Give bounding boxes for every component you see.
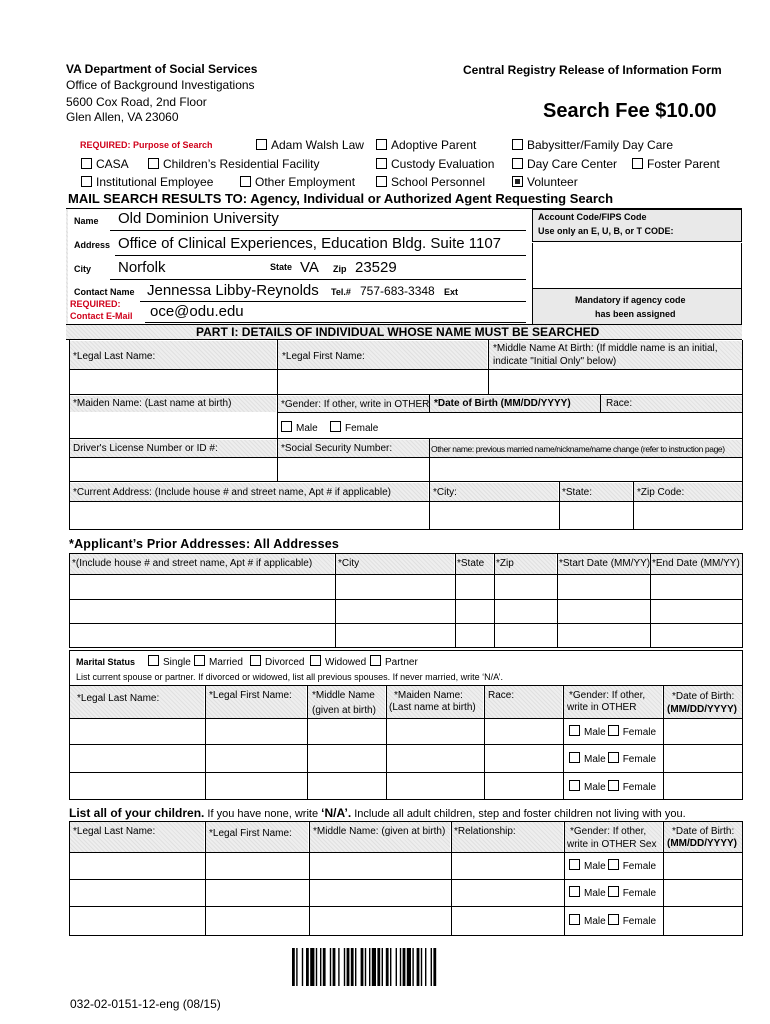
ssn-label: *Social Security Number: xyxy=(281,443,393,454)
barcode-bar xyxy=(433,948,436,986)
checkbox[interactable] xyxy=(608,886,619,897)
option-label: Babysitter/Family Day Care xyxy=(527,138,674,152)
spouse-first-name-col: *Legal First Name: xyxy=(209,690,292,701)
email-required: REQUIRED: xyxy=(70,299,121,309)
male-label: Male xyxy=(584,782,606,793)
female-label: Female xyxy=(345,423,379,434)
purpose-required-label: REQUIRED: Purpose of Search xyxy=(80,140,213,150)
gender-female[interactable] xyxy=(330,421,378,434)
female-label: Female xyxy=(622,861,657,872)
current-address-label: *Current Address: (Include house # and street name, Apt # if applicable) xyxy=(73,487,391,498)
zip-field[interactable]: 23529 xyxy=(355,259,397,276)
office-name: Office of Background Investigations xyxy=(66,78,255,92)
dept-name: VA Department of Social Services xyxy=(66,62,258,76)
state-field[interactable]: VA xyxy=(300,259,319,276)
spouse-maiden-col-1: *Maiden Name: xyxy=(394,690,463,701)
spouse-race-col: Race: xyxy=(488,690,515,701)
other-name-label: Other name: previous married name/nickname/name change (refer to instruction page) xyxy=(431,444,725,454)
barcode-bar xyxy=(330,948,331,986)
checkbox[interactable] xyxy=(148,158,159,169)
prior-address-col: *(Include house # and street name, Apt # if applicable) xyxy=(72,558,313,569)
female-label: Female xyxy=(622,727,657,738)
purpose-other-employment[interactable] xyxy=(240,175,355,189)
account-code-box[interactable] xyxy=(532,209,742,242)
purpose-childrens-residential[interactable] xyxy=(148,157,320,171)
option-label: Day Care Center xyxy=(527,157,618,171)
barcode-bar xyxy=(306,948,309,986)
child-gender-col-1: *Gender: If other, xyxy=(570,826,647,837)
prior-city-col: *City xyxy=(338,558,360,569)
mandatory-note xyxy=(532,288,742,325)
marital-instructions: List current spouse or partner. If divorced or widowed, list all previous spouses. If never married, write ‘N/A’. xyxy=(76,672,504,682)
email-field[interactable]: oce@odu.edu xyxy=(150,303,244,320)
gender-label: *Gender: If other, write in OTHER xyxy=(281,399,430,410)
checkbox[interactable] xyxy=(256,139,267,150)
dob-label: *Date of Birth (MM/DD/YYYY) xyxy=(434,398,571,409)
barcode-bar xyxy=(296,948,297,986)
form-number: 032-02-0151-12-eng (08/15) xyxy=(70,997,221,1011)
checkbox[interactable] xyxy=(569,914,580,925)
barcode-bar xyxy=(365,948,366,986)
barcode-bar xyxy=(292,948,295,986)
children-title: List all of your children. xyxy=(69,806,205,820)
spouse-dob-col-1: *Date of Birth: xyxy=(672,691,735,702)
child-3-gender[interactable] xyxy=(569,914,656,927)
checkbox[interactable] xyxy=(569,886,580,897)
checkbox[interactable] xyxy=(376,139,387,150)
marital-partner[interactable] xyxy=(370,655,418,668)
purpose-volunteer[interactable] xyxy=(512,175,578,189)
female-label: Female xyxy=(622,782,657,793)
address-field[interactable]: Office of Clinical Experiences, Education Bldg. Suite 1107 xyxy=(118,235,501,252)
checkbox[interactable] xyxy=(512,139,523,150)
female-label: Female xyxy=(622,916,657,927)
marital-married[interactable] xyxy=(194,655,243,668)
contact-field[interactable]: Jennessa Libby-Reynolds xyxy=(147,282,319,299)
legal-last-name-label: *Legal Last Name: xyxy=(73,351,156,362)
checkbox[interactable] xyxy=(81,158,92,169)
middle-name-input[interactable] xyxy=(489,370,742,394)
child-last-name-col: *Legal Last Name: xyxy=(73,826,156,837)
option-label: Adam Walsh Law xyxy=(271,138,364,152)
license-label: Driver's License Number or ID #: xyxy=(73,443,218,454)
child-dob-col-2: (MM/DD/YYYY) xyxy=(667,838,737,849)
checkbox-checked[interactable] xyxy=(512,176,523,187)
mandatory-line1: Mandatory if agency code xyxy=(575,295,686,305)
barcode xyxy=(292,948,476,986)
checkbox[interactable] xyxy=(148,655,159,666)
barcode-bar xyxy=(386,948,389,986)
spouse-gender-col-1: *Gender: If other, xyxy=(569,690,646,701)
barcode-bar xyxy=(320,948,321,986)
spouse-maiden-col-2: (Last name at birth) xyxy=(389,702,476,713)
checkbox[interactable] xyxy=(240,176,251,187)
checkbox[interactable] xyxy=(608,859,619,870)
checkbox[interactable] xyxy=(608,780,619,791)
barcode-bar xyxy=(333,948,336,986)
option-label: Partner xyxy=(385,657,418,668)
male-label: Male xyxy=(584,888,606,899)
checkbox[interactable] xyxy=(569,780,580,791)
spouse-dob-col-2: (MM/DD/YYYY) xyxy=(667,704,737,715)
ext-label: Ext xyxy=(444,287,459,297)
child-gender-col-2: write in OTHER Sex xyxy=(567,839,657,850)
spouse-middle-col-1: *Middle Name xyxy=(312,690,375,701)
account-code-input[interactable] xyxy=(532,243,742,288)
mandatory-line2: has been assigned xyxy=(595,309,676,319)
children-instructions xyxy=(69,806,686,820)
barcode-bar xyxy=(382,948,383,986)
purpose-adoptive-parent[interactable] xyxy=(376,138,476,152)
checkbox[interactable] xyxy=(569,859,580,870)
checkbox[interactable] xyxy=(376,176,387,187)
barcode-bar xyxy=(403,948,406,986)
race-label: Race: xyxy=(606,398,633,409)
child-relationship-col: *Relationship: xyxy=(454,826,516,837)
barcode-bar xyxy=(412,948,413,986)
barcode-bar xyxy=(400,948,401,986)
purpose-school-personnel[interactable] xyxy=(376,175,485,189)
option-label: Widowed xyxy=(325,657,367,668)
spouse-gender-col-2: write in OTHER xyxy=(567,702,637,713)
checkbox[interactable] xyxy=(370,655,381,666)
option-label: Single xyxy=(163,657,191,668)
marital-widowed[interactable] xyxy=(310,655,366,668)
child-1-gender[interactable] xyxy=(569,859,656,872)
option-label: Children’s Residential Facility xyxy=(163,157,320,171)
barcode-bar xyxy=(310,948,314,986)
purpose-casa[interactable] xyxy=(81,157,129,171)
checkbox[interactable] xyxy=(608,725,619,736)
spouse-last-name-col: *Legal Last Name: xyxy=(77,693,160,704)
mail-section-title: MAIL SEARCH RESULTS TO: Agency, Individual or Authorized Agent Requesting Search xyxy=(68,191,614,206)
checkbox[interactable] xyxy=(330,421,341,432)
form-title: Central Registry Release of Information Form xyxy=(463,63,722,77)
barcode-bar xyxy=(372,948,376,986)
option-label: Married xyxy=(209,657,243,668)
male-label: Male xyxy=(584,754,606,765)
address-line-1: 5600 Cox Road, 2nd Floor xyxy=(66,95,207,109)
male-label: Male xyxy=(296,423,318,434)
checkbox[interactable] xyxy=(281,421,292,432)
option-label: Volunteer xyxy=(527,175,578,189)
female-label: Female xyxy=(622,888,657,899)
barcode-bar xyxy=(377,948,380,986)
purpose-day-care-center[interactable] xyxy=(512,157,617,171)
address-label: Address xyxy=(74,240,111,250)
checkbox[interactable] xyxy=(632,158,643,169)
name-field[interactable]: Old Dominion University xyxy=(118,210,279,227)
barcode-bar xyxy=(425,948,426,986)
checkbox[interactable] xyxy=(310,655,321,666)
city-field[interactable]: Norfolk xyxy=(118,259,166,276)
barcode-bar xyxy=(390,948,391,986)
male-label: Male xyxy=(584,861,606,872)
barcode-bar xyxy=(361,948,364,986)
children-instr-b: Include all adult children, step and foster children not living with you. xyxy=(351,808,686,820)
marital-single[interactable] xyxy=(148,655,191,668)
prior-state-col: *State xyxy=(457,558,485,569)
checkbox[interactable] xyxy=(81,176,92,187)
email-label: Contact E-Mail xyxy=(70,311,133,321)
children-instr-a: If you have none, write xyxy=(204,808,322,820)
checkbox[interactable] xyxy=(512,158,523,169)
option-label: Foster Parent xyxy=(647,157,720,171)
option-label: CASA xyxy=(96,157,129,171)
barcode-bar xyxy=(344,948,345,986)
prior-end-col: *End Date (MM/YY) xyxy=(652,558,740,569)
current-zip-label: *Zip Code: xyxy=(637,487,685,498)
option-label: Other Employment xyxy=(255,175,356,189)
current-state-label: *State: xyxy=(562,487,593,498)
contact-label: Contact Name xyxy=(74,287,135,297)
prior-addresses-title: *Applicant’s Prior Addresses: All Addresses xyxy=(69,537,340,551)
children-na: ‘N/A’. xyxy=(321,806,352,820)
tel-label: Tel.# xyxy=(331,287,351,297)
female-label: Female xyxy=(622,754,657,765)
checkbox[interactable] xyxy=(608,914,619,925)
tel-field[interactable]: 757-683-3348 xyxy=(360,284,435,298)
barcode-bar xyxy=(316,948,317,986)
purpose-babysitter[interactable] xyxy=(512,138,673,152)
maiden-name-label: *Maiden Name: (Last name at birth) xyxy=(73,398,232,409)
checkbox[interactable] xyxy=(250,655,261,666)
option-label: School Personnel xyxy=(391,175,486,189)
legal-first-name-label: *Legal First Name: xyxy=(282,351,365,362)
barcode-bar xyxy=(407,948,411,986)
barcode-bar xyxy=(431,948,432,986)
barcode-bar xyxy=(323,948,326,986)
option-label: Adoptive Parent xyxy=(391,138,477,152)
option-label: Divorced xyxy=(265,657,305,668)
child-first-name-col: *Legal First Name: xyxy=(209,828,292,839)
barcode-bar xyxy=(338,948,339,986)
barcode-graphic xyxy=(292,948,476,986)
part1-title: PART I: DETAILS OF INDIVIDUAL WHOSE NAME MUST BE SEARCHED xyxy=(196,325,600,339)
checkbox[interactable] xyxy=(608,752,619,763)
child-dob-col-1: *Date of Birth: xyxy=(672,826,735,837)
option-label: Institutional Employee xyxy=(96,175,214,189)
male-label: Male xyxy=(584,727,606,738)
barcode-bar xyxy=(369,948,370,986)
purpose-foster-parent[interactable] xyxy=(632,157,720,171)
account-code-title: Account Code/FIPS Code xyxy=(538,212,647,222)
city-label: City xyxy=(74,264,92,274)
checkbox[interactable] xyxy=(376,158,387,169)
barcode-bar xyxy=(421,948,422,986)
account-code-sub: Use only an E, U, B, or T CODE: xyxy=(538,226,674,236)
barcode-bar xyxy=(347,948,350,986)
barcode-bar xyxy=(396,948,397,986)
barcode-bar xyxy=(351,948,354,986)
barcode-bar xyxy=(302,948,303,986)
purpose-custody-evaluation[interactable] xyxy=(376,157,494,171)
checkbox[interactable] xyxy=(194,655,205,666)
marital-divorced[interactable] xyxy=(250,655,304,668)
purpose-adam-walsh[interactable] xyxy=(256,138,364,152)
barcode-bar xyxy=(355,948,356,986)
address-line-2: Glen Allen, VA 23060 xyxy=(66,110,179,124)
child-middle-col: *Middle Name: (given at birth) xyxy=(313,826,446,837)
purpose-institutional-employee[interactable] xyxy=(81,175,213,189)
checkbox[interactable] xyxy=(569,752,580,763)
male-label: Male xyxy=(584,916,606,927)
checkbox[interactable] xyxy=(569,725,580,736)
option-label: Custody Evaluation xyxy=(391,157,495,171)
prior-start-col: *Start Date (MM/YY) xyxy=(559,558,651,569)
gender-male[interactable] xyxy=(281,421,318,434)
legal-last-name-input[interactable] xyxy=(70,370,276,394)
spouse-2-gender[interactable] xyxy=(569,752,656,765)
current-city-label: *City: xyxy=(433,487,457,498)
zip-label: Zip xyxy=(333,264,347,274)
name-label: Name xyxy=(74,216,99,226)
barcode-bar xyxy=(417,948,420,986)
legal-first-name-input[interactable] xyxy=(278,370,487,394)
prior-zip-col: *Zip xyxy=(496,558,514,569)
middle-name-label-2: indicate "Initial Only" below) xyxy=(493,356,617,367)
child-2-gender[interactable] xyxy=(569,886,656,899)
spouse-middle-col-2: (given at birth) xyxy=(312,705,376,716)
state-label: State xyxy=(270,262,293,272)
spouse-1-gender[interactable] xyxy=(569,725,656,738)
middle-name-label-1: *Middle Name At Birth: (If middle name is an initial, xyxy=(493,343,718,354)
search-fee: Search Fee $10.00 xyxy=(543,100,717,122)
marital-status-label: Marital Status xyxy=(76,657,136,667)
spouse-3-gender[interactable] xyxy=(569,780,656,793)
